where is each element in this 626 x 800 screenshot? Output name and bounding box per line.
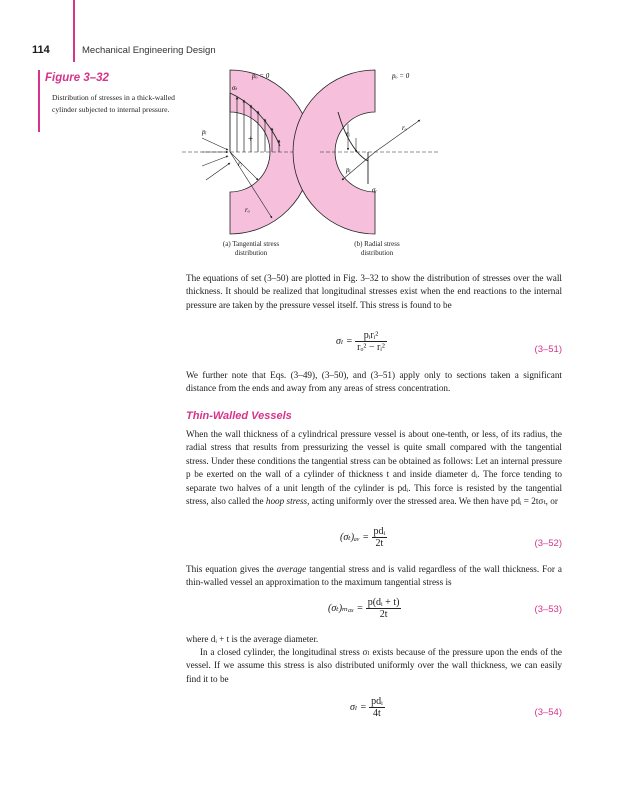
eq-number-3-53: (3–53) [534,604,562,615]
figure-rule [38,70,40,132]
p4-average: average [276,564,307,574]
right-pi-label: pᵢ [346,166,351,174]
p3-part-b: acting uniformly over the stressed area. We then have pdᵢ = 2tσₜ, or [311,496,558,507]
right-sigma-label: σᵣ [372,186,378,194]
eq54-den: 4t [373,708,381,719]
radial-panel [293,70,438,234]
eq-number-3-52: (3–52) [534,538,562,549]
section-heading: Thin-Walled Vessels [186,410,292,422]
p4-part-a: This equation gives the [186,564,274,574]
running-title: Mechanical Engineering Design [82,45,216,56]
eq52-den: 2t [375,538,384,549]
eq51-lhs: σₗ = [336,335,353,347]
eq51-num: pᵢrᵢ² [355,330,387,342]
eq54-lhs: σₗ = [350,701,367,713]
paragraph-3 [186,428,562,508]
eq53-lhs: (σₜ)ₘₐₓ = [328,602,364,614]
paragraph-6: In a closed cylinder, the longitudinal stress σₗ exists because of the pressure upon the ends of the vessel. If we assume this stress is also distributed uniformly over the wall thickness, we can easily find it to be [186,647,562,684]
eq53-num: p(dᵢ + t) [367,597,400,608]
eq-number-3-51: (3–51) [534,344,562,355]
p4-part-b: tangential stress and is valid regardless of the wall thickness. For a thin-walled vessel an approximation to the maximum tangential stress is [186,564,563,588]
left-ro-label: rₒ [245,206,250,214]
subcaption-a [196,240,306,258]
eq51-den: rₒ² − rᵢ² [357,342,385,353]
equation-3-53 [328,597,401,620]
left-ri-label: rᵢ [238,160,242,168]
paragraph-5: where dᵢ + t is the average diameter. [186,634,319,644]
figure-label: Figure 3–32 [45,72,109,84]
equation-3-54 [350,696,385,719]
left-plus-label: + [248,134,254,144]
page-number: 114 [32,44,50,56]
right-po-label: pₒ = 0 [392,72,410,80]
p3-hoop: hoop stress, [265,496,310,507]
figure-caption: Distribution of stresses in a thick-walled cylinder subjected to internal pressure. [52,93,175,114]
paragraph-4 [186,563,562,590]
equation-3-51 [336,330,387,353]
stress-figure [180,60,440,245]
p3-part-a: When the wall thickness of a cylindrical pressure vessel is about one-tenth, or less, of its radius, the radial stress that results from pressurizing the vessel is quite small compared with the tangential stress. Under these conditions the tangential stress can be obtained as follows: Let an internal pressure p be exerted on the wall of a cylinder of thickness t and inside diameter dᵢ. The force tending to separate two halves of a unit length of the cylinder is pdᵢ. This force is resisted by the tangential stress, also called the [186,429,562,507]
eq53-den: 2t [379,609,388,620]
eq52-lhs: (σₜ)ₐᵥ = [340,531,370,543]
left-sigma-label: σₜ [232,84,238,92]
right-ro-label: rₒ [402,124,407,132]
eq54-num: pdᵢ [371,696,383,707]
eq52-num: pdᵢ [373,526,386,537]
paragraph-2: We further note that Eqs. (3–49), (3–50), and (3–51) apply only to sections taken a significant distance from the ends and away from any areas of stress concentration. [186,370,562,394]
left-po-label: pₒ = 0 [252,72,270,80]
header-rule [73,0,75,62]
equation-3-52 [340,526,387,549]
right-ri-label: rᵢ [346,130,350,138]
paragraph-1: The equations of set (3–50) are plotted in Fig. 3–32 to show the distribution of stresses over the wall thickness. It should be realized that longitudinal stresses exist when the end reactions to the internal pressure are taken by the pressure vessel itself. This stress is found to be [186,273,562,310]
subcaption-a-line1: (a) Tangential stress [222,240,280,248]
subcaption-a-line2: distribution [234,249,268,257]
subcaption-b [322,240,432,258]
eq-number-3-54: (3–54) [534,707,562,718]
left-pi-label: pᵢ [202,128,207,136]
subcaption-b-line1: (b) Radial stress [354,240,400,248]
subcaption-b-line2: distribution [360,249,394,257]
